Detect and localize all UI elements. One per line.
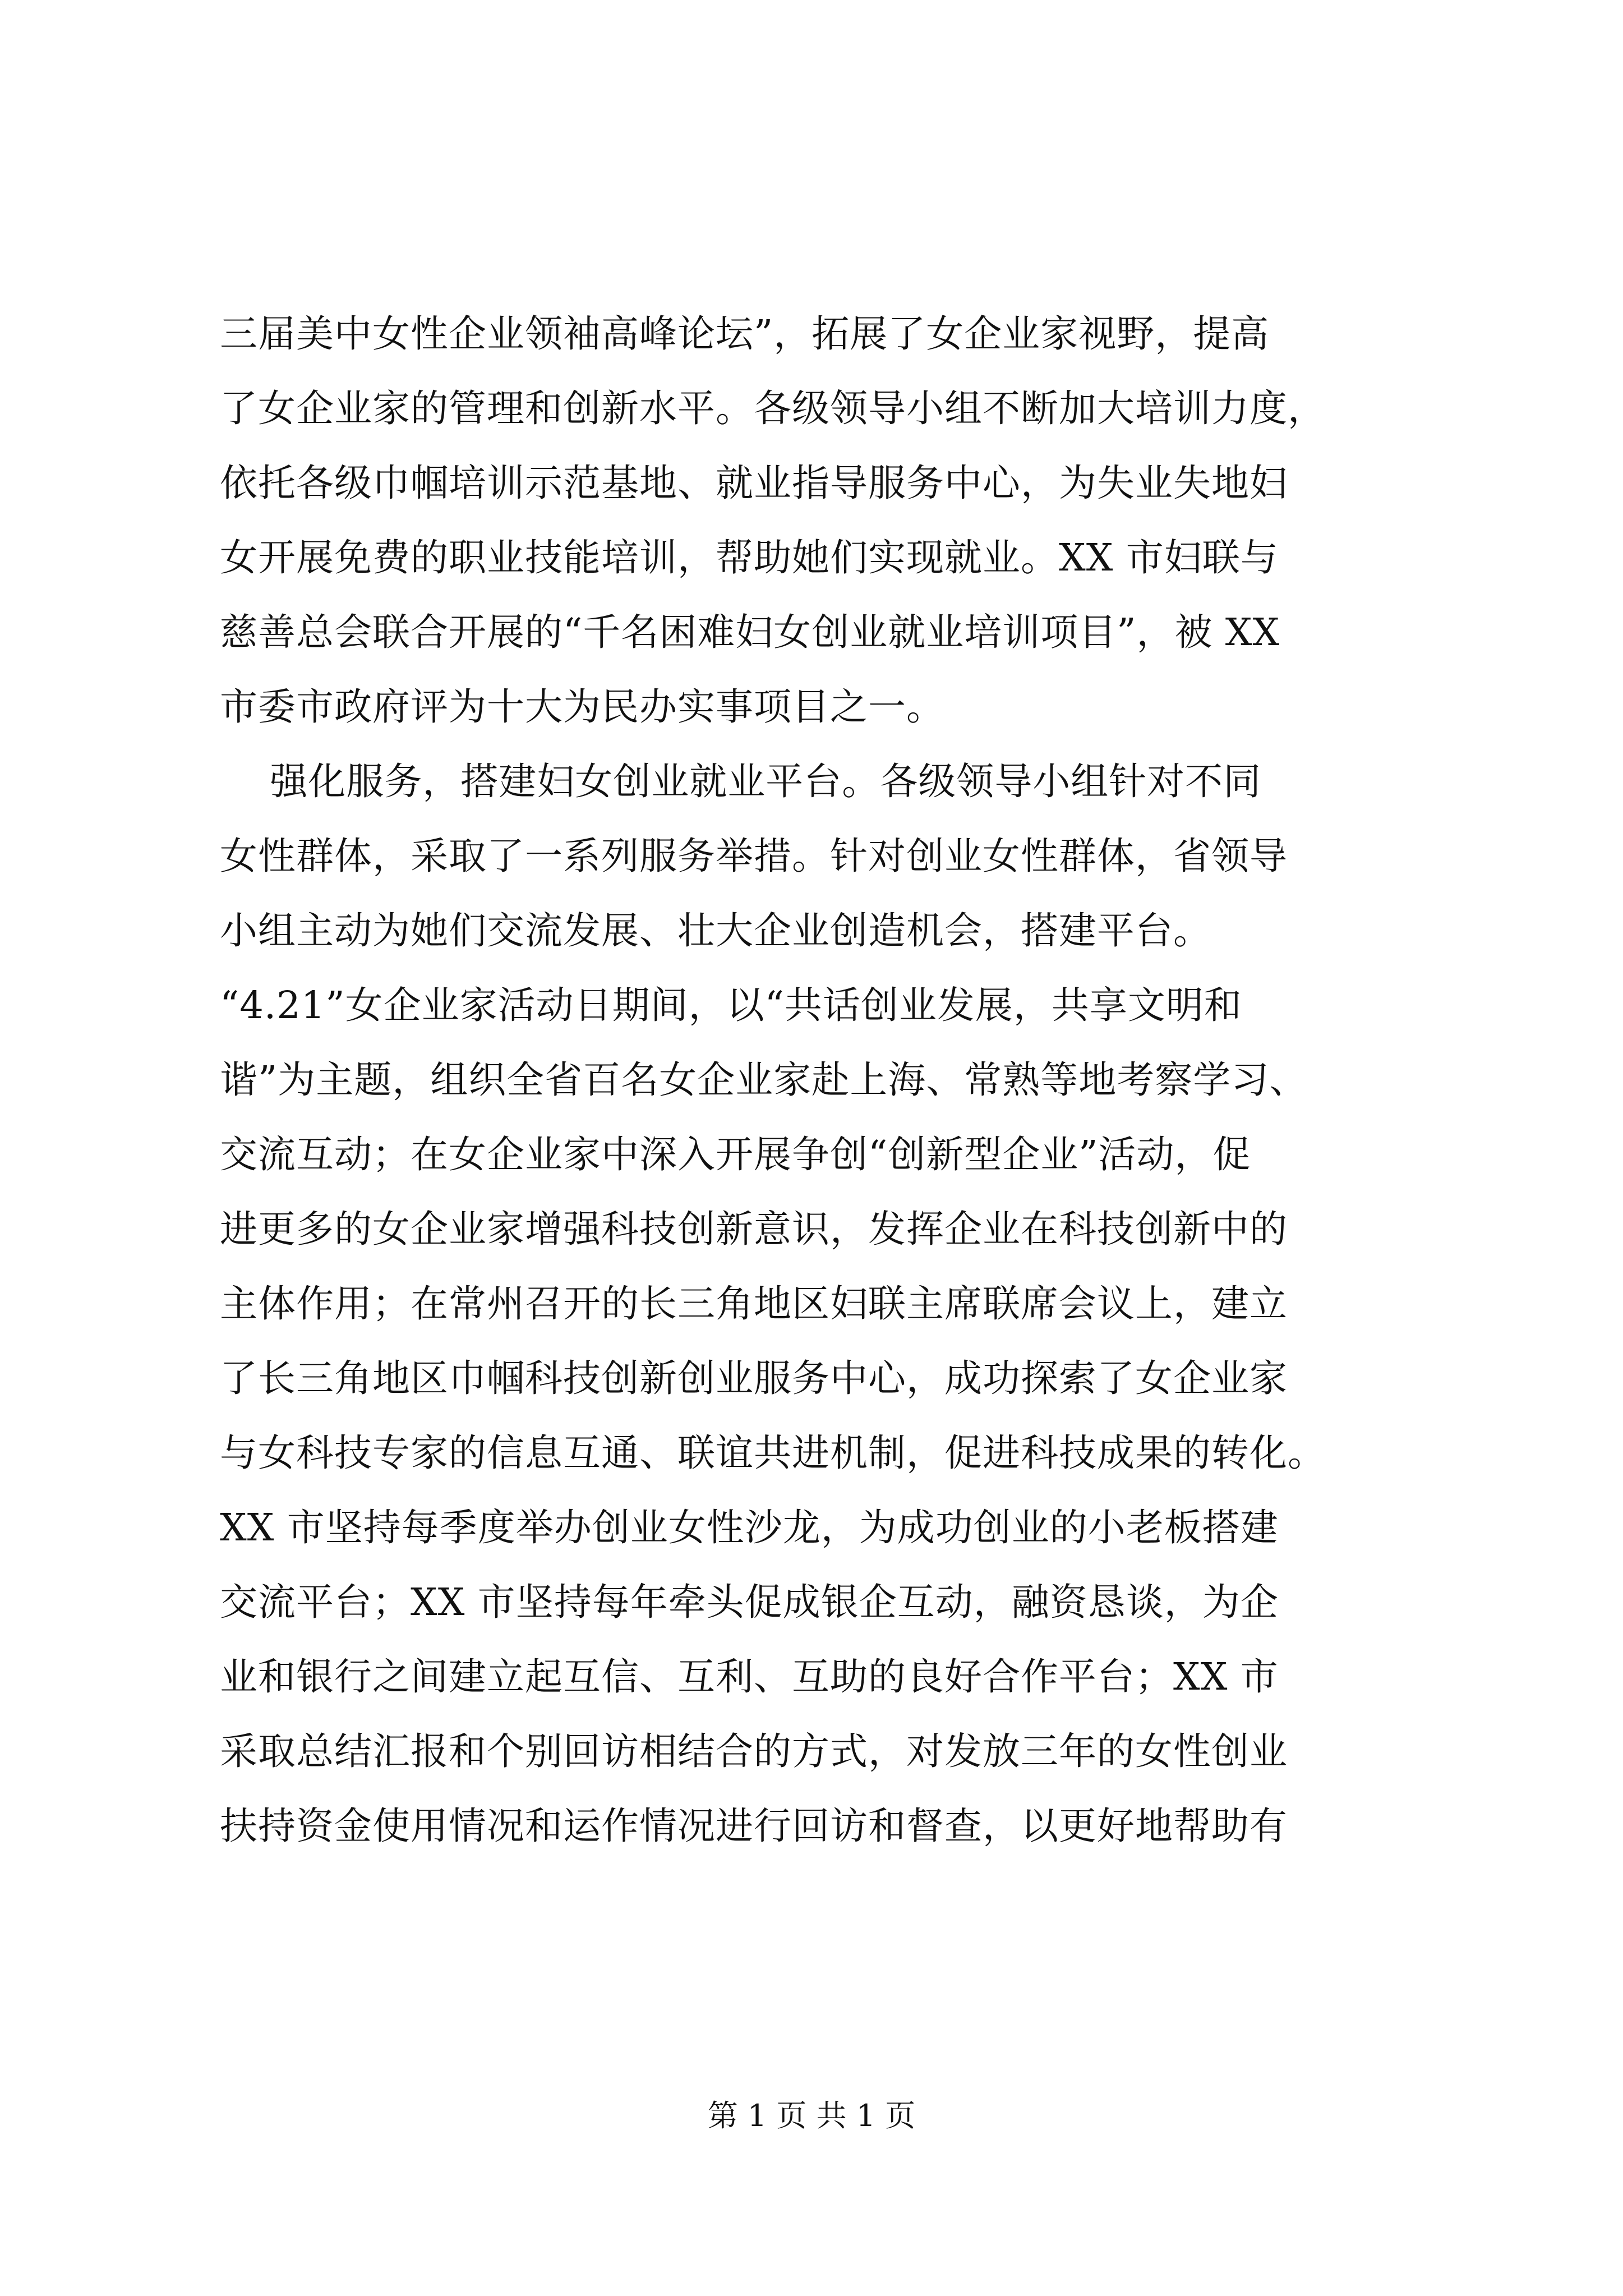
body-text-line: 交流互动；在女企业家中深入开展争创“创新型企业”活动，促 bbox=[220, 1133, 1251, 1176]
body-text-line: “4.21”女企业家活动日期间，以“共话创业发展，共享文明和 bbox=[220, 983, 1242, 1027]
body-text-line: XX 市坚持每季度举办创业女性沙龙，为成功创业的小老板搭建 bbox=[220, 1506, 1279, 1549]
body-text-line: 主体作用；在常州召开的长三角地区妇联主席联席会议上，建立 bbox=[220, 1282, 1288, 1326]
body-text-line: 小组主动为她们交流发展、壮大企业创造机会，搭建平台。 bbox=[220, 909, 1211, 953]
body-text-line: 交流平台；XX 市坚持每年牵头促成银企互动，融资恳谈，为企 bbox=[220, 1580, 1279, 1624]
body-text-line: 扶持资金使用情况和运作情况进行回访和督查，以更好地帮助有 bbox=[220, 1804, 1288, 1848]
body-text-line: 女性群体，采取了一系列服务举措。针对创业女性群体，省领导 bbox=[220, 834, 1288, 878]
body-text-line: 采取总结汇报和个别回访相结合的方式，对发放三年的女性创业 bbox=[220, 1729, 1288, 1773]
paragraph-start-line: 强化服务，搭建妇女创业就业平台。各级领导小组针对不同 bbox=[220, 760, 1262, 803]
body-text-line: 依托各级巾帼培训示范基地、就业指导服务中心，为失业失地妇 bbox=[220, 461, 1288, 505]
body-text-line: 慈善总会联合开展的“千名困难妇女创业就业培训项目”，被 XX bbox=[220, 610, 1280, 654]
body-text-line: 谐”为主题，组织全省百名女企业家赴上海、常熟等地考察学习、 bbox=[220, 1058, 1308, 1102]
body-text-line: 市委市政府评为十大为民办实事项目之一。 bbox=[220, 685, 944, 729]
body-text-line: 了女企业家的管理和创新水平。各级领导小组不断加大培训力度， bbox=[220, 386, 1326, 430]
body-text-line: 进更多的女企业家增强科技创新意识，发挥企业在科技创新中的 bbox=[220, 1207, 1288, 1251]
page-footer: 第 1 页 共 1 页 bbox=[707, 2098, 916, 2133]
body-text-line: 与女科技专家的信息互通、联谊共进机制，促进科技成果的转化。 bbox=[220, 1431, 1326, 1475]
body-text-line: 了长三角地区巾帼科技创新创业服务中心，成功探索了女企业家 bbox=[220, 1356, 1288, 1400]
body-text-line: 业和银行之间建立起互信、互利、互助的良好合作平台；XX 市 bbox=[220, 1655, 1279, 1699]
body-text-line: 女开展免费的职业技能培训，帮助她们实现就业。XX 市妇联与 bbox=[220, 536, 1279, 579]
body-text-line: 三届美中女性企业领袖高峰论坛”，拓展了女企业家视野，提高 bbox=[220, 312, 1270, 356]
